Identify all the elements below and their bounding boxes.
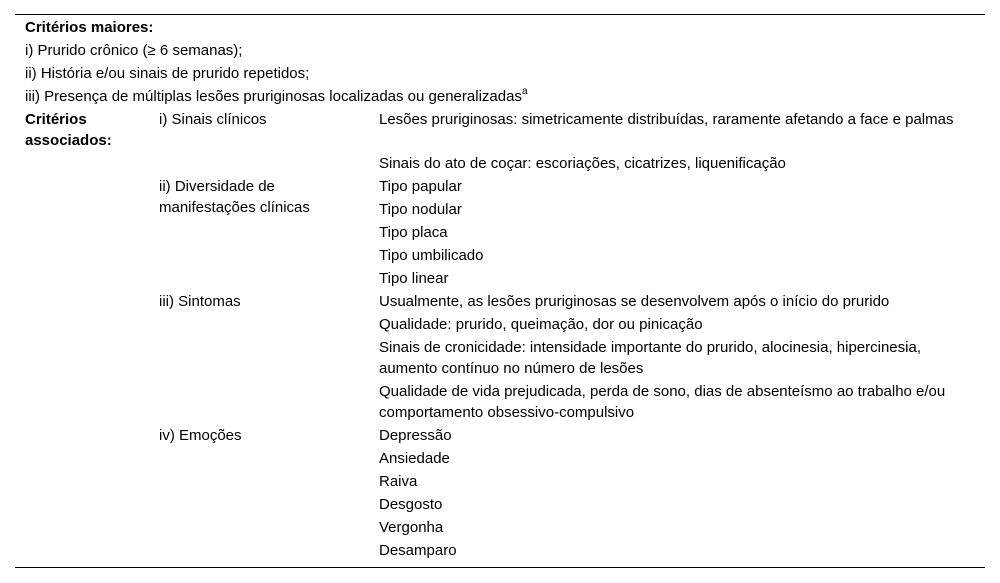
emotion-item: Depressão: [379, 427, 452, 444]
major-criteria-heading: Critérios maiores:: [25, 19, 154, 36]
clinical-sign-item: Sinais do ato de coçar: escoriações, cicatrizes, liquenificação: [379, 155, 786, 172]
group-label-symptoms: iii) Sintomas: [159, 293, 241, 310]
group-label-clinical-diversity: ii) Diversidade de manifestações clínicas: [159, 178, 310, 216]
emotion-item: Desgosto: [379, 496, 443, 513]
manifestation-item: Tipo linear: [379, 270, 449, 287]
group-label-clinical-signs: i) Sinais clínicos: [159, 111, 267, 128]
manifestation-item: Tipo papular: [379, 178, 462, 195]
symptom-item: Usualmente, as lesões pruriginosas se desenvolvem após o início do prurido: [379, 293, 890, 310]
manifestation-item: Tipo placa: [379, 224, 448, 241]
emotion-item: Desamparo: [379, 542, 457, 559]
manifestation-item: Tipo nodular: [379, 201, 462, 218]
footnote-mark: a: [521, 86, 528, 97]
emotion-item: Raiva: [379, 473, 418, 490]
emotion-item: Vergonha: [379, 519, 444, 536]
group-label-emotions: iv) Emoções: [159, 427, 242, 444]
emotion-item: Ansiedade: [379, 450, 450, 467]
major-criterion-2: ii) História e/ou sinais de prurido repetidos;: [25, 65, 310, 82]
major-criterion-3-text: iii) Presença de múltiplas lesões pruriginosas localizadas ou generalizadas: [25, 88, 522, 105]
table-bottom-rule: [15, 567, 985, 568]
major-criterion-3: [25, 86, 528, 107]
manifestation-item: Tipo umbilicado: [379, 247, 484, 264]
symptom-item: Sinais de cronicidade: intensidade importante do prurido, alocinesia, hipercinesia, aumento contínuo no número de lesões: [379, 339, 921, 377]
major-criterion-1: i) Prurido crônico (≥ 6 semanas);: [25, 42, 243, 59]
associated-criteria-heading: Critérios associados:: [25, 111, 112, 149]
clinical-sign-item: Lesões pruriginosas: simetricamente distribuídas, raramente afetando a face e palmas: [379, 111, 954, 128]
symptom-item: Qualidade: prurido, queimação, dor ou pinicação: [379, 316, 703, 333]
symptom-item: Qualidade de vida prejudicada, perda de sono, dias de absenteísmo ao trabalho e/ou comportamento obsessivo-compulsivo: [379, 383, 946, 421]
table-top-rule: [15, 14, 985, 15]
